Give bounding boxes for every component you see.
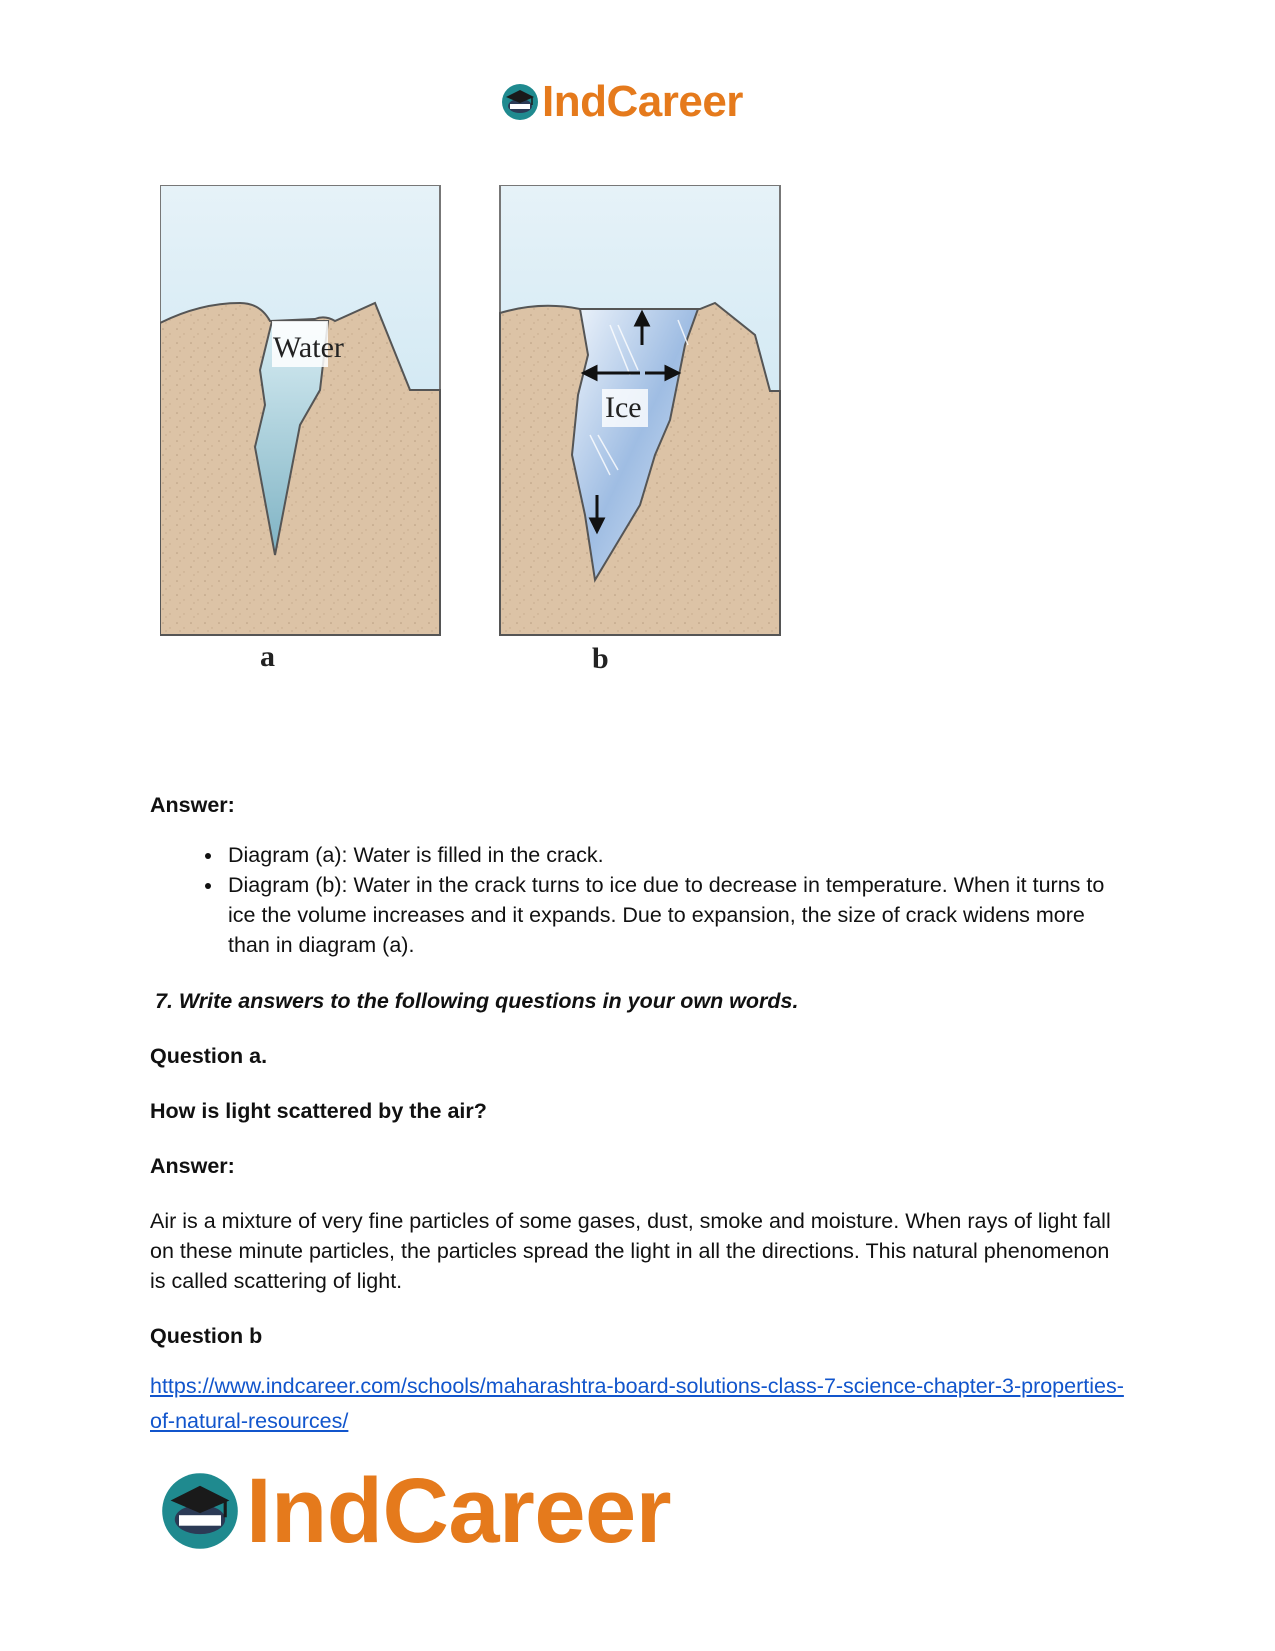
question-b-label: Question b <box>150 1324 263 1348</box>
logo-text: IndCareer <box>246 1460 671 1562</box>
caption-a: a <box>260 640 275 673</box>
question-a-answer-label: Answer: <box>150 1154 235 1178</box>
question-a-text: How is light scattered by the air? <box>150 1099 487 1123</box>
header-logo <box>500 77 743 126</box>
water-label: Water <box>273 331 344 364</box>
answer-heading: Answer: <box>150 793 235 817</box>
section-heading: 7. Write answers to the following questions in your own words. <box>155 989 799 1013</box>
graduation-cap-book-icon <box>158 1469 242 1553</box>
source-url-link[interactable]: https://www.indcareer.com/schools/maharashtra-board-solutions-class-7-science-chapter-3-properties-of-natural-resources/ <box>150 1374 1124 1433</box>
logo-text: IndCareer <box>542 77 743 126</box>
question-a-label: Question a. <box>150 1044 268 1068</box>
diagram-b <box>500 185 780 635</box>
ice-label: Ice <box>605 391 642 424</box>
answer-content <box>150 790 1130 1439</box>
crack-diagrams <box>160 185 820 645</box>
weathering-diagram <box>160 185 820 705</box>
footer-logo <box>158 1460 671 1562</box>
question-a-answer-text: Air is a mixture of very fine particles of some gases, dust, smoke and moisture. When rays of light fall on these minute particles, the particles spread the light in all the directions. This natural phenomenon is called scattering of light. <box>150 1209 1111 1293</box>
graduation-cap-book-icon <box>500 82 540 122</box>
list-item: • Diagram (a): Water is filled in the crack. <box>224 840 1130 870</box>
diagram-a <box>160 185 440 635</box>
answer-bullet-list <box>150 840 1130 960</box>
caption-b: b <box>592 642 609 675</box>
list-item: • Diagram (b): Water in the crack turns to ice due to decrease in temperature. When it turns to ice the volume increases and it expands. Due to expansion, the size of crack widens more than in diagram (a). <box>224 870 1130 960</box>
